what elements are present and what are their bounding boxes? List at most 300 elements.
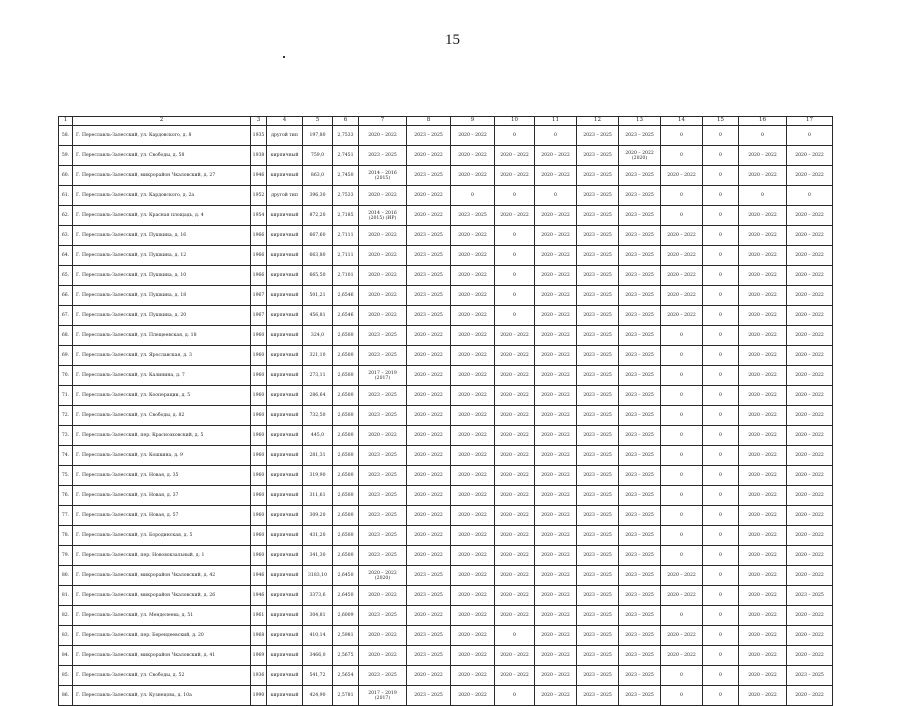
table-cell: 2020 – 2022	[451, 426, 495, 446]
table-cell: 2020 – 2022	[535, 686, 577, 706]
column-header: 4	[267, 117, 303, 126]
table-row	[59, 206, 833, 226]
table-cell: 2,6500	[333, 426, 359, 446]
table-row	[59, 146, 833, 166]
table-cell: 2020 – 2022	[739, 666, 787, 686]
table-cell: 2020 – 2022	[495, 566, 535, 586]
address-cell: Г. Переславль-Залесский, ул. Свободы, д. 58	[73, 146, 251, 166]
table-cell: 0	[703, 626, 739, 646]
table-cell: 2020 – 2022	[495, 426, 535, 446]
row-number-cell: 79.	[59, 546, 73, 566]
table-cell: 2020 – 2022	[407, 526, 451, 546]
table-cell: 2,6500	[333, 446, 359, 466]
row-number-cell: 76.	[59, 486, 73, 506]
table-cell: 2020 – 2022	[739, 146, 787, 166]
table-cell: 2023 – 2025	[451, 206, 495, 226]
table-cell: 2023 – 2025	[407, 126, 451, 146]
address-cell: Г. Переславль-Залесский, ул. Кооперации, д. 5	[73, 386, 251, 406]
table-cell: 2020 – 2022	[359, 266, 407, 286]
table-cell: 2017 – 2019 (2017)	[359, 366, 407, 386]
address-cell: Г. Переславль-Залесский, ул. Свободы, д. 52	[73, 666, 251, 686]
column-header: 1	[59, 117, 73, 126]
table-cell: 2020 – 2022	[535, 486, 577, 506]
table-cell: 2020 – 2022	[739, 446, 787, 466]
address-cell: Г. Переславль-Залесский, ул. Менделеева, д. 51	[73, 606, 251, 626]
table-cell: 2023 – 2025	[577, 586, 619, 606]
table-cell: кирпичный	[267, 166, 303, 186]
address-cell: Г. Переславль-Залесский, ул. Ярославская, д. 3	[73, 346, 251, 366]
table-cell: 2023 – 2025	[577, 226, 619, 246]
table-row	[59, 546, 833, 566]
table-cell: 0	[495, 306, 535, 326]
table-cell: 1967	[251, 306, 267, 326]
table-cell: 2023 – 2025	[619, 326, 661, 346]
table-cell: 541,72	[303, 666, 333, 686]
table-cell: 2,6500	[333, 506, 359, 526]
table-row	[59, 386, 833, 406]
table-cell: кирпичный	[267, 506, 303, 526]
table-cell: 2020 – 2022	[407, 426, 451, 446]
table-cell: 2020 – 2022	[451, 586, 495, 606]
table-cell: 2020 – 2022	[407, 486, 451, 506]
table-cell: 2,6009	[333, 606, 359, 626]
table-row	[59, 406, 833, 426]
table-cell: 2020 – 2022	[359, 626, 407, 646]
table-cell: 2020 – 2022	[739, 366, 787, 386]
table-cell: 0	[703, 346, 739, 366]
row-number-cell: 69.	[59, 346, 73, 366]
table-cell: 2020 – 2022	[407, 446, 451, 466]
table-cell: 2020 – 2022	[739, 586, 787, 606]
table-cell: 2023 – 2025	[407, 246, 451, 266]
table-cell: 2023 – 2025	[577, 286, 619, 306]
table-cell: 2023 – 2025	[407, 566, 451, 586]
table-cell: 2020 – 2022	[495, 526, 535, 546]
table-cell: 2020 – 2022	[451, 626, 495, 646]
table-cell: 2020 – 2022	[495, 146, 535, 166]
table-cell: 2020 – 2022	[451, 486, 495, 506]
table-cell: 2020 – 2022	[787, 386, 833, 406]
table-cell: 2020 – 2022	[535, 346, 577, 366]
table-cell: 2020 – 2022	[787, 486, 833, 506]
table-cell: 2023 – 2025	[577, 466, 619, 486]
table-cell: 2020 – 2022	[739, 286, 787, 306]
table-cell: 2020 – 2022	[739, 646, 787, 666]
table-cell: 2020 – 2022	[787, 226, 833, 246]
address-cell: Г. Переславль-Залесский, ул. Бородинская, д. 5	[73, 526, 251, 546]
table-cell: 2020 – 2022	[787, 146, 833, 166]
column-header: 13	[619, 117, 661, 126]
table-cell: 0	[703, 226, 739, 246]
table-cell: 0	[703, 266, 739, 286]
table-cell: 2020 – 2022	[407, 406, 451, 426]
table-cell: 0	[495, 266, 535, 286]
table-cell: 197,80	[303, 126, 333, 146]
table-cell: кирпичный	[267, 446, 303, 466]
table-cell: 2020 – 2022	[451, 406, 495, 426]
table-row	[59, 326, 833, 346]
table-cell: 0	[495, 226, 535, 246]
row-number-cell: 68.	[59, 326, 73, 346]
table-cell: 0	[703, 186, 739, 206]
table-cell: 0	[661, 466, 703, 486]
table-cell: 2023 – 2025	[619, 386, 661, 406]
table-cell: 2020 – 2022	[359, 246, 407, 266]
table-cell: 2020 – 2022	[661, 566, 703, 586]
table-cell: 0	[661, 686, 703, 706]
table-cell: 501,21	[303, 286, 333, 306]
column-header: 2	[73, 117, 251, 126]
table-cell: 2020 – 2022	[407, 466, 451, 486]
table-cell: 0	[703, 486, 739, 506]
table-cell: 2020 – 2022	[535, 606, 577, 626]
housing-repair-schedule-table	[58, 116, 833, 706]
table-cell: 0	[703, 146, 739, 166]
table-cell: кирпичный	[267, 646, 303, 666]
table-cell: 2023 – 2025	[619, 206, 661, 226]
table-cell: 1966	[251, 246, 267, 266]
table-cell: 2020 – 2022	[495, 386, 535, 406]
table-cell: 1946	[251, 166, 267, 186]
table-cell: 2023 – 2025	[577, 626, 619, 646]
table-cell: 863,0	[303, 166, 333, 186]
table-cell: 2023 – 2025	[619, 486, 661, 506]
table-cell: 2020 – 2022	[787, 286, 833, 306]
table-cell: 2020 – 2022	[739, 606, 787, 626]
table-cell: 2020 – 2022	[739, 426, 787, 446]
table-cell: 2020 – 2022	[661, 586, 703, 606]
table-cell: 1946	[251, 566, 267, 586]
table-cell: 0	[661, 426, 703, 446]
table-cell: 2023 – 2025	[359, 546, 407, 566]
table-cell: 2020 – 2022	[359, 126, 407, 146]
table-cell: 2023 – 2025	[359, 386, 407, 406]
table-cell: 2020 – 2022	[739, 306, 787, 326]
table-row	[59, 186, 833, 206]
row-number-cell: 83.	[59, 626, 73, 646]
table-cell: 2,5675	[333, 646, 359, 666]
table-cell: 2020 – 2022	[451, 266, 495, 286]
table-cell: 0	[661, 126, 703, 146]
table-cell: кирпичный	[267, 286, 303, 306]
table-cell: 2,6500	[333, 546, 359, 566]
table-cell: 321,10	[303, 346, 333, 366]
table-cell: 2020 – 2022	[661, 646, 703, 666]
table-cell: 2020 – 2022	[787, 266, 833, 286]
table-cell: 2020 – 2022	[787, 446, 833, 466]
table-cell: 2023 – 2025	[577, 426, 619, 446]
table-row	[59, 566, 833, 586]
table-cell: 2020 – 2022	[739, 566, 787, 586]
table-cell: 2023 – 2025	[577, 346, 619, 366]
table-row	[59, 246, 833, 266]
row-number-cell: 59.	[59, 146, 73, 166]
table-cell: 2020 – 2022	[787, 306, 833, 326]
table-cell: кирпичный	[267, 346, 303, 366]
table-cell: 1938	[251, 146, 267, 166]
table-cell: 2020 – 2022	[535, 366, 577, 386]
table-cell: 2020 – 2022	[407, 506, 451, 526]
table-cell: 341,30	[303, 546, 333, 566]
table-cell: 2020 – 2022	[535, 646, 577, 666]
table-cell: 1960	[251, 426, 267, 446]
table-cell: 2020 – 2022	[407, 666, 451, 686]
table-cell: 0	[703, 306, 739, 326]
table-cell: 2023 – 2025	[619, 626, 661, 646]
address-cell: Г. Переславль-Залесский, ул. Красная площадь, д. 4	[73, 206, 251, 226]
table-cell: 2,7533	[333, 126, 359, 146]
table-cell: 2023 – 2025	[407, 686, 451, 706]
table-cell: 2023 – 2025	[577, 606, 619, 626]
table-cell: 2023 – 2025	[619, 406, 661, 426]
table-cell: 0	[661, 506, 703, 526]
table-row	[59, 606, 833, 626]
address-cell: Г. Переславль-Залесский, микрорайон Чкаловский, д. 26	[73, 586, 251, 606]
table-cell: 0	[703, 366, 739, 386]
row-number-cell: 63.	[59, 226, 73, 246]
table-cell: 2020 – 2022	[787, 686, 833, 706]
table-cell: 1968	[251, 626, 267, 646]
address-cell: Г. Переславль-Залесский, микрорайон Чкаловский, д. 42	[73, 566, 251, 586]
table-cell: 2020 – 2022	[451, 126, 495, 146]
table-cell: 2020 – 2022	[495, 666, 535, 686]
table-cell: 1960	[251, 406, 267, 426]
table-cell: 2023 – 2025	[619, 346, 661, 366]
table-row	[59, 466, 833, 486]
table-cell: 2020 – 2022	[787, 206, 833, 226]
table-cell: 2023 – 2025	[577, 386, 619, 406]
table-cell: 2023 – 2025	[359, 526, 407, 546]
table-cell: 2020 – 2022	[451, 366, 495, 386]
table-cell: 0	[661, 326, 703, 346]
table-cell: 2020 – 2022	[535, 286, 577, 306]
table-cell: 2020 – 2022	[739, 406, 787, 426]
table-cell: 2020 – 2022	[451, 326, 495, 346]
table-cell: 2020 – 2022	[359, 586, 407, 606]
row-number-cell: 80.	[59, 566, 73, 586]
table-cell: 2023 – 2025	[787, 666, 833, 686]
table-cell: 2023 – 2025	[619, 446, 661, 466]
table-cell: 1954	[251, 206, 267, 226]
table-cell: 0	[495, 626, 535, 646]
table-cell: 2020 – 2022	[787, 426, 833, 446]
table-cell: 2020 – 2022	[407, 346, 451, 366]
table-cell: 2023 – 2025	[619, 686, 661, 706]
table-cell: 0	[661, 526, 703, 546]
table-cell: 2020 – 2022	[661, 246, 703, 266]
table-cell: 2023 – 2025	[577, 446, 619, 466]
table-cell: 2023 – 2025	[407, 646, 451, 666]
table-cell: 2020 – 2022	[535, 386, 577, 406]
table-cell: 2020 – 2022	[451, 386, 495, 406]
table-cell: 0	[495, 686, 535, 706]
table-cell: 2020 – 2022	[495, 446, 535, 466]
table-cell: 2020 – 2022	[661, 626, 703, 646]
table-row	[59, 426, 833, 446]
column-header: 7	[359, 117, 407, 126]
table-cell: 2023 – 2025	[577, 686, 619, 706]
table-cell: 3373,6	[303, 586, 333, 606]
table-cell: 2023 – 2025	[577, 326, 619, 346]
table-cell: кирпичный	[267, 626, 303, 646]
row-number-cell: 70.	[59, 366, 73, 386]
table-cell: 667,60	[303, 226, 333, 246]
table-cell: 1960	[251, 526, 267, 546]
table-cell: 759,0	[303, 146, 333, 166]
table-cell: 2023 – 2025	[577, 566, 619, 586]
table-cell: 2,6500	[333, 526, 359, 546]
row-number-cell: 64.	[59, 246, 73, 266]
table-cell: 0	[661, 446, 703, 466]
table-cell: кирпичный	[267, 326, 303, 346]
address-cell: Г. Переславль-Залесский, пер. Берендеевский, д. 20	[73, 626, 251, 646]
table-cell: 2023 – 2025	[577, 166, 619, 186]
scan-speck	[283, 56, 285, 58]
table-cell: кирпичный	[267, 386, 303, 406]
table-cell: 2020 – 2022	[535, 226, 577, 246]
table-cell: 2020 – 2022	[451, 506, 495, 526]
table-cell: 2020 – 2022	[739, 266, 787, 286]
table-cell: 2023 – 2025	[787, 586, 833, 606]
row-number-cell: 60.	[59, 166, 73, 186]
table-cell: 2014 – 2016 (2015) (ИР)	[359, 206, 407, 226]
address-cell: Г. Переславль-Залесский, ул. Новая, д. 57	[73, 506, 251, 526]
table-cell: 2020 – 2022	[407, 186, 451, 206]
table-cell: 2020 – 2022	[739, 526, 787, 546]
row-number-cell: 84.	[59, 646, 73, 666]
row-number-cell: 75.	[59, 466, 73, 486]
table-cell: 2,5781	[333, 686, 359, 706]
table-cell: 0	[661, 386, 703, 406]
table-cell: 2023 – 2025	[619, 666, 661, 686]
table-cell: 0	[703, 606, 739, 626]
table-cell: 0	[495, 186, 535, 206]
table-cell: 1935	[251, 126, 267, 146]
table-cell: 2023 – 2025	[619, 286, 661, 306]
table-cell: 2023 – 2025	[619, 606, 661, 626]
table-cell: 2020 – 2022	[739, 226, 787, 246]
table-cell: 2020 – 2022	[739, 546, 787, 566]
table-cell: 2020 – 2022	[787, 626, 833, 646]
address-cell: Г. Переславль-Залесский, ул. Кузнецова, д. 10а	[73, 686, 251, 706]
table-cell: 0	[495, 126, 535, 146]
table-cell: 3183,10	[303, 566, 333, 586]
table-cell: 1967	[251, 286, 267, 306]
table-cell: 0	[703, 446, 739, 466]
table-cell: 1961	[251, 606, 267, 626]
table-cell: 2023 – 2025	[577, 206, 619, 226]
row-number-cell: 85.	[59, 666, 73, 686]
table-cell: 2020 – 2022	[495, 326, 535, 346]
table-cell: 2020 – 2022	[451, 686, 495, 706]
column-header: 10	[495, 117, 535, 126]
row-number-cell: 78.	[59, 526, 73, 546]
address-cell: Г. Переславль-Залесский, ул. Пушкина, д. 12	[73, 246, 251, 266]
table-cell: 0	[703, 586, 739, 606]
table-row	[59, 506, 833, 526]
table-cell: 1936	[251, 666, 267, 686]
table-cell: 2020 – 2022	[407, 326, 451, 346]
table-cell: 2020 – 2022	[739, 466, 787, 486]
table-cell: 1960	[251, 546, 267, 566]
table-cell: 2020 – 2022	[495, 166, 535, 186]
table-cell: 2,6500	[333, 366, 359, 386]
table-cell: 2023 – 2025	[577, 126, 619, 146]
table-cell: 273,11	[303, 366, 333, 386]
table-cell: 2020 – 2022	[787, 646, 833, 666]
table-cell: 2023 – 2025	[577, 646, 619, 666]
row-number-cell: 66.	[59, 286, 73, 306]
column-header: 14	[661, 117, 703, 126]
table-cell: 663,80	[303, 246, 333, 266]
table-cell: 2020 – 2022	[495, 346, 535, 366]
table-cell: 0	[703, 386, 739, 406]
row-number-cell: 82.	[59, 606, 73, 626]
table-cell: 2,6500	[333, 486, 359, 506]
table-cell: 2020 – 2022	[739, 626, 787, 646]
table-cell: 2020 – 2022	[787, 606, 833, 626]
table-cell: 0	[535, 126, 577, 146]
table-cell: 0	[703, 646, 739, 666]
table-cell: 2020 – 2022	[535, 326, 577, 346]
table-cell: 2,5981	[333, 626, 359, 646]
table-cell: 2020 – 2022	[359, 646, 407, 666]
table-cell: 2020 – 2022	[407, 366, 451, 386]
table-cell: 0	[703, 686, 739, 706]
table-cell: 2020 – 2022	[787, 346, 833, 366]
table-cell: 1960	[251, 346, 267, 366]
table-cell: 2020 – 2022	[739, 686, 787, 706]
table-cell: 0	[703, 166, 739, 186]
table-cell: 0	[703, 406, 739, 426]
table-cell: 1960	[251, 506, 267, 526]
table-cell: 0	[661, 146, 703, 166]
table-cell: 2023 – 2025	[619, 266, 661, 286]
table-cell: кирпичный	[267, 146, 303, 166]
table-row	[59, 286, 833, 306]
table-cell: 2023 – 2025	[619, 226, 661, 246]
table-cell: другой тип	[267, 126, 303, 146]
table-cell: 2020 – 2022	[739, 166, 787, 186]
table-cell: 2020 – 2022	[495, 406, 535, 426]
table-row	[59, 446, 833, 466]
table-cell: 2020 – 2022	[661, 166, 703, 186]
table-cell: 1952	[251, 186, 267, 206]
table-cell: 2023 – 2025	[577, 246, 619, 266]
table-cell: 2,6450	[333, 586, 359, 606]
table-cell: 2020 – 2022	[359, 306, 407, 326]
row-number-cell: 62.	[59, 206, 73, 226]
address-cell: Г. Переславль-Залесский, пер. Красноэховский, д. 5	[73, 426, 251, 446]
table-cell: 2020 – 2022	[535, 266, 577, 286]
table-cell: 0	[661, 546, 703, 566]
table-cell: 0	[703, 206, 739, 226]
table-cell: 2023 – 2025	[577, 526, 619, 546]
table-cell: 2020 – 2022	[739, 326, 787, 346]
table-cell: 0	[703, 286, 739, 306]
table-cell: 0	[703, 546, 739, 566]
table-row	[59, 346, 833, 366]
table-cell: 2020 – 2022	[787, 326, 833, 346]
table-cell: 2020 – 2022	[787, 526, 833, 546]
table-row	[59, 126, 833, 146]
table-cell: 2023 – 2025	[407, 226, 451, 246]
table-cell: 1960	[251, 366, 267, 386]
table-cell: 2020 – 2022	[359, 426, 407, 446]
table-cell: 2023 – 2025	[619, 126, 661, 146]
column-header: 12	[577, 117, 619, 126]
table-cell: 2023 – 2025	[407, 166, 451, 186]
